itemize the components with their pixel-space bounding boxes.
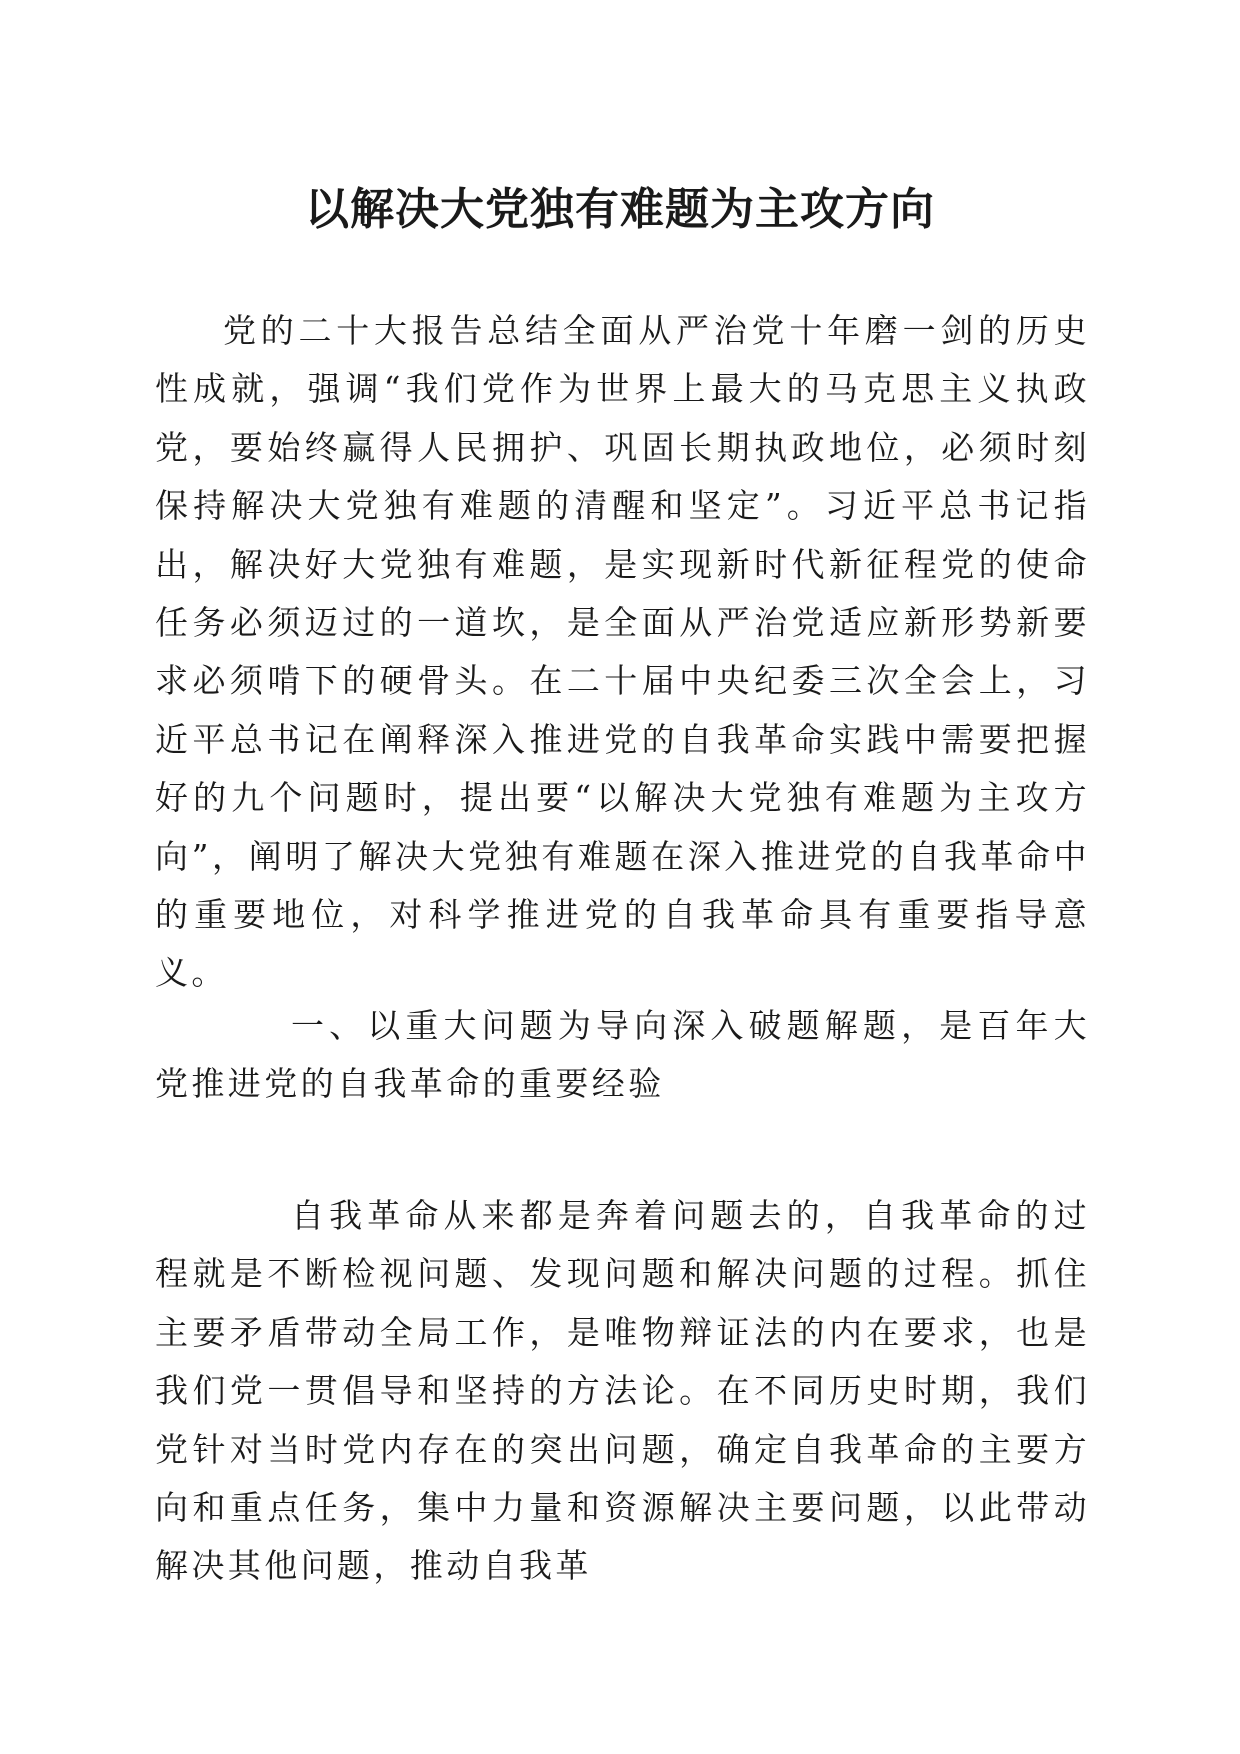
document-title: 以解决大党独有难题为主攻方向 — [305, 184, 935, 235]
intro-paragraph: 党的二十大报告总结全面从严治党十年磨一剑的历史性成就，强调“我们党作为世界上最大的马克思主义执政党，要始终赢得人民拥护、巩固长期执政地位，必须时刻保持解决大党独有难题的清醒和坚定”。习近平总书记指出，解决好大党独有难题，是实现新时代新征程党的使命任务必须迈过的一道坎，是全面从严治党适应新形势新要求必须啃下的硬骨头。在二十届中央纪委三次全会上，习近平总书记在阐释深入推进党的自我革命实践中需要把握好的九个问题时，提出要“以解决大党独有难题为主攻方向”，阐明了解决大党独有难题在深入推进党的自我革命中的重要地位，对科学推进党的自我革命具有重要指导意义。 — [155, 311, 1090, 993]
section-paragraph-1: 自我革命从来都是奔着问题去的，自我革命的过程就是不断检视问题、发现问题和解决问题的过程。抓住主要矛盾带动全局工作，是唯物辩证法的内在要求，也是我们党一贯倡导和坚持的方法论。在不同历史时期，我们党针对当时党内存在的突出问题，确定自我革命的主要方向和重点任务，集中力量和资源解决主要问题，以此带动解决其他问题，推动自我革 — [155, 1196, 1090, 1586]
section-heading-1: 一、以重大问题为导向深入破题解题，是百年大党推进党的自我革命的重要经验 — [155, 1006, 1090, 1104]
